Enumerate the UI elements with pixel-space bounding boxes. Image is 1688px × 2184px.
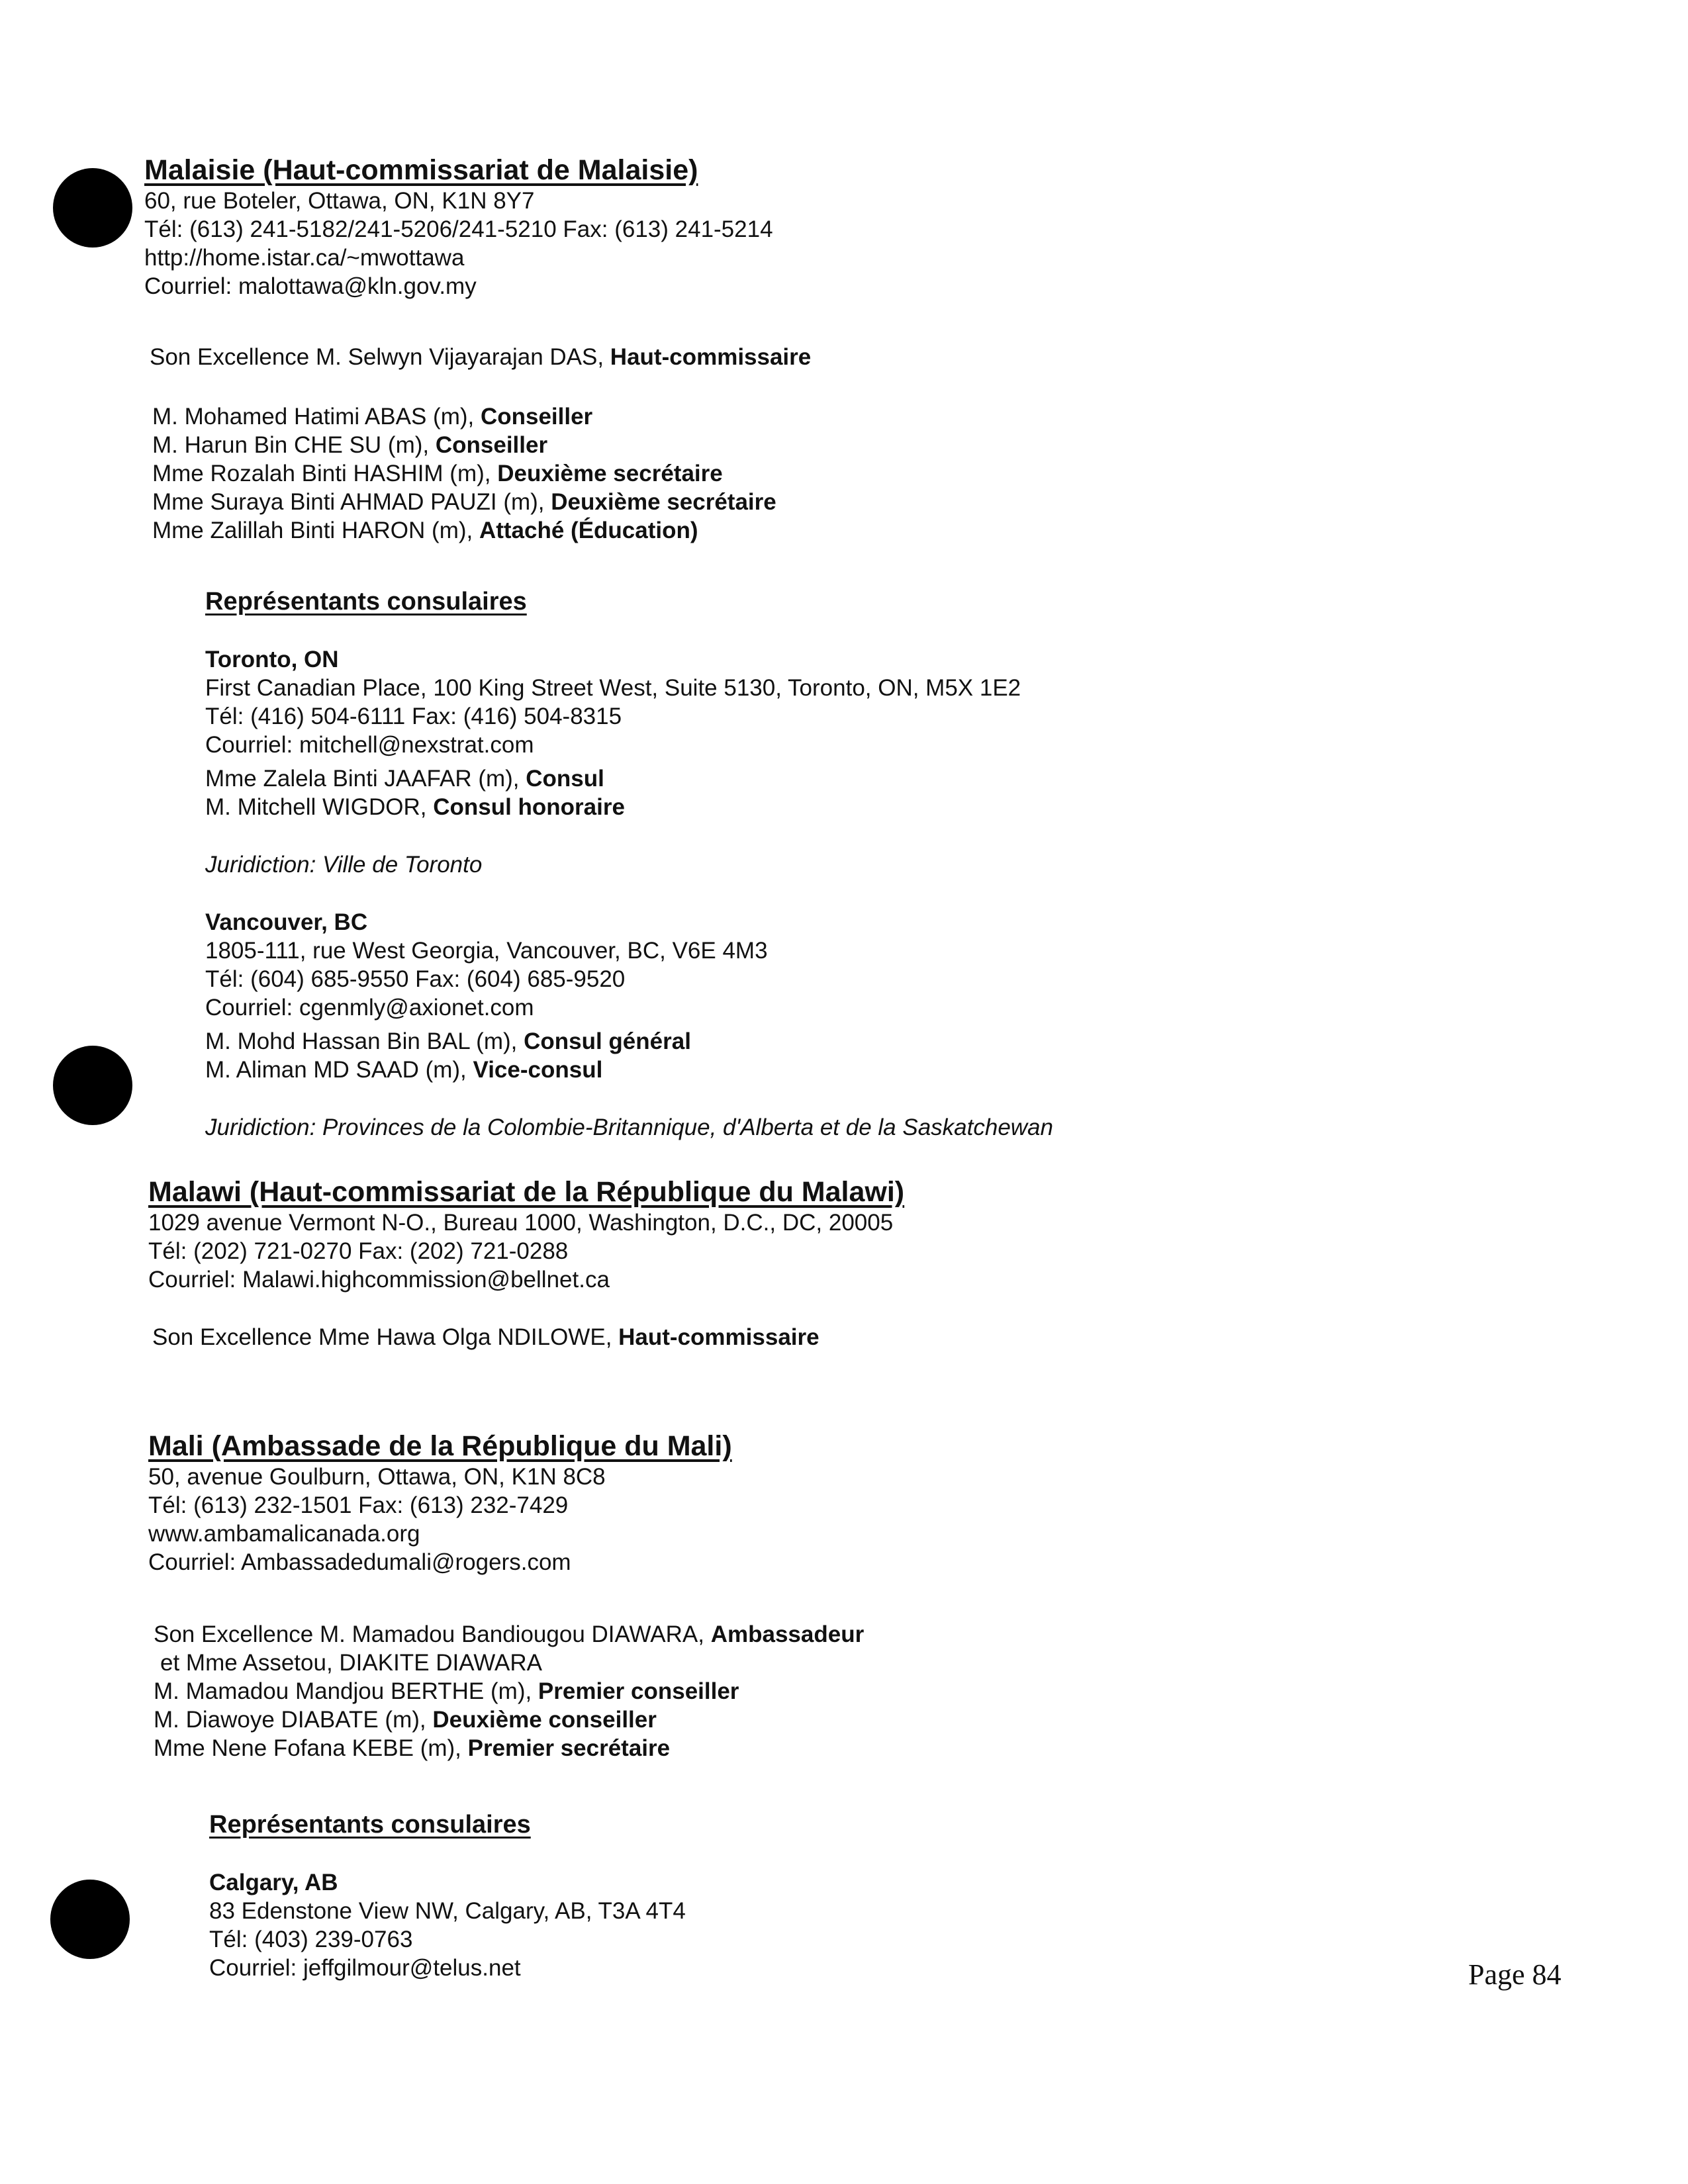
page-number: Page 84 (1468, 1958, 1562, 1991)
punch-hole-middle (53, 1046, 132, 1125)
vancouver-email: Courriel: cgenmly@axionet.com (205, 995, 534, 1021)
toronto-phone: Tél: (416) 504-6111 Fax: (416) 504-8315 (205, 704, 622, 729)
punch-hole-top (53, 168, 132, 248)
toronto-jurisdiction: Juridiction: Ville de Toronto (205, 852, 483, 878)
malaisie-consular (205, 588, 1053, 1142)
staff-entry: M. Mohamed Hatimi ABAS (m), Conseiller (152, 404, 593, 430)
vancouver-phone: Tél: (604) 685-9550 Fax: (604) 685-9520 (205, 966, 626, 992)
calgary-address: 83 Edenstone View NW, Calgary, AB, T3A 4T4 (209, 1898, 686, 1924)
malaisie-address: 60, rue Boteler, Ottawa, ON, K1N 8Y7 (144, 188, 535, 214)
staff-entry: M. Mamadou Mandjou BERTHE (m), Premier conseiller (154, 1678, 739, 1704)
malaisie-head (150, 343, 811, 371)
punch-hole-bottom (50, 1880, 130, 1959)
calgary-email: Courriel: jeffgilmour@telus.net (209, 1955, 521, 1981)
toronto-address: First Canadian Place, 100 King Street West, Suite 5130, Toronto, ON, M5X 1E2 (205, 675, 1021, 701)
mali-address: 50, avenue Goulburn, Ottawa, ON, K1N 8C8 (148, 1464, 606, 1490)
staff-entry: Mme Zalela Binti JAAFAR (m), Consul (205, 766, 604, 792)
mali-head: Son Excellence M. Mamadou Bandiougou DIAWARA, Ambassadeur (154, 1621, 865, 1647)
mali-website: www.ambamalicanada.org (148, 1521, 420, 1547)
malawi-phone: Tél: (202) 721-0270 Fax: (202) 721-0288 (148, 1238, 569, 1264)
toronto-email: Courriel: mitchell@nexstrat.com (205, 732, 534, 758)
staff-entry: Mme Nene Fofana KEBE (m), Premier secrétaire (154, 1735, 671, 1761)
staff-entry: Mme Suraya Binti AHMAD PAUZI (m), Deuxième secrétaire (152, 489, 776, 515)
head-role: Haut-commissaire (610, 344, 812, 370)
staff-entry: M. Diawoye DIABATE (m), Deuxième conseiller (154, 1707, 657, 1733)
head-name: Son Excellence M. Selwyn Vijayarajan DAS, (150, 344, 610, 370)
malaisie-section (144, 154, 773, 300)
malawi-address: 1029 avenue Vermont N-O., Bureau 1000, Washington, D.C., DC, 20005 (148, 1210, 894, 1236)
consular-heading: Représentants consulaires (209, 1811, 531, 1839)
malawi-title: Malawi (Haut-commissariat de la République du Malawi) (148, 1176, 905, 1208)
malaisie-staff-list (152, 402, 776, 545)
mali-staff-list (154, 1620, 864, 1762)
staff-entry: Mme Zalillah Binti HARON (m), Attaché (Éducation) (152, 518, 698, 543)
mali-consular (209, 1811, 686, 1982)
vancouver-jurisdiction: Juridiction: Provinces de la Colombie-Britannique, d'Alberta et de la Saskatchewan (205, 1115, 1053, 1140)
consular-heading: Représentants consulaires (205, 588, 527, 615)
staff-entry: M. Aliman MD SAAD (m), Vice-consul (205, 1057, 603, 1083)
mali-phone: Tél: (613) 232-1501 Fax: (613) 232-7429 (148, 1492, 569, 1518)
mali-email: Courriel: Ambassadedumali@rogers.com (148, 1549, 571, 1575)
staff-entry: M. Harun Bin CHE SU (m), Conseiller (152, 432, 548, 458)
malawi-section (148, 1175, 904, 1351)
malaisie-website: http://home.istar.ca/~mwottawa (144, 245, 465, 271)
calgary-phone: Tél: (403) 239-0763 (209, 1927, 413, 1952)
staff-entry: M. Mitchell WIGDOR, Consul honoraire (205, 794, 625, 820)
vancouver-city: Vancouver, BC (205, 909, 368, 935)
toronto-city: Toronto, ON (205, 647, 339, 672)
mali-section (148, 1430, 732, 1576)
staff-entry: M. Mohd Hassan Bin BAL (m), Consul général (205, 1028, 691, 1054)
malawi-email: Courriel: Malawi.highcommission@bellnet.ca (148, 1267, 610, 1293)
malaisie-title: Malaisie (Haut-commissariat de Malaisie) (144, 154, 698, 186)
malaisie-phone: Tél: (613) 241-5182/241-5206/241-5210 Fax: (613) 241-5214 (144, 216, 773, 242)
mali-title: Mali (Ambassade de la République du Mali) (148, 1430, 732, 1462)
vancouver-address: 1805-111, rue West Georgia, Vancouver, BC, V6E 4M3 (205, 938, 768, 964)
calgary-city: Calgary, AB (209, 1870, 338, 1895)
mali-spouse: et Mme Assetou, DIAKITE DIAWARA (160, 1650, 543, 1676)
malawi-head: Son Excellence Mme Hawa Olga NDILOWE, Haut-commissaire (152, 1324, 820, 1350)
staff-entry: Mme Rozalah Binti HASHIM (m), Deuxième secrétaire (152, 461, 723, 486)
malaisie-email: Courriel: malottawa@kln.gov.my (144, 273, 477, 299)
